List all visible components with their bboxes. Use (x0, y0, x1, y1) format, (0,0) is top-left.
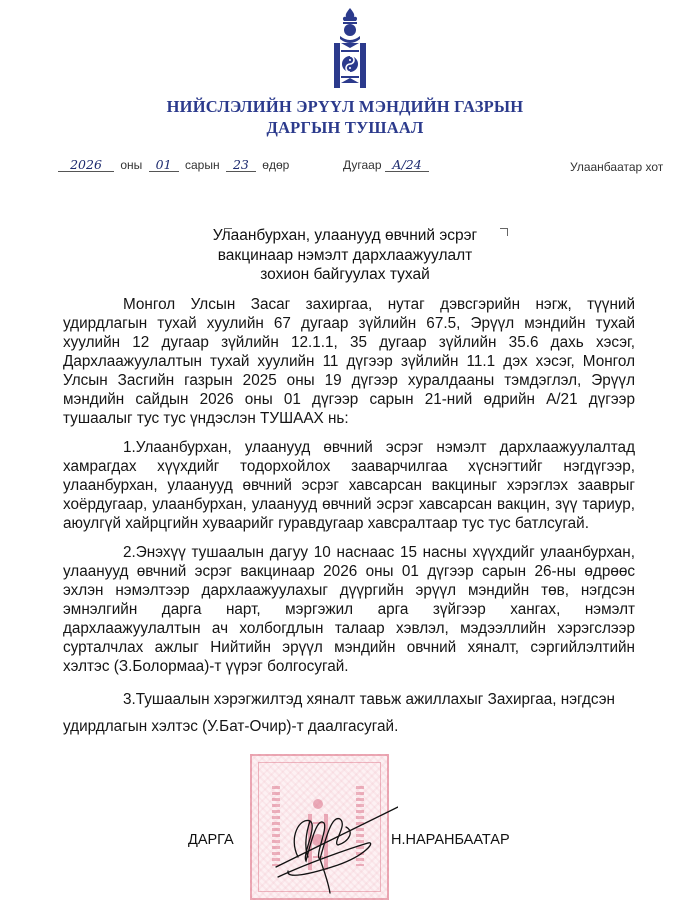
preamble-paragraph: Монгол Улсын Засаг захиргаа, нутаг дэвсгэрийн нэгж, түүний удирдлагын тухай хуулийн 67 дугаар зүйлийн 67.5, Эрүүл мэндийн тухай хуулийн 12 дугаар зүйлийн 12.1.1, 35 дугаар зүйлийн 35.6 дахь хэсэг, Дархлаажуулалтын тухай хуулийн 11 дүгээр зүйлийн 11.1 дэх хэсэг, Монгол Улсын Засгийн газрын 2025 оны 19 дүгээр хуралдааны тэмдэглэл, Эрүүл мэндийн сайдын 2026 оны 01 дүгээр сарын 21-ний өдрийн А/21 дүгээр тушаалыг тус тус үндэслэн ТУШААХ нь: (63, 296, 635, 427)
document-number (343, 158, 429, 172)
subject-line1: Улаанбурхан, улаанууд өвчний эсрэг (212, 227, 478, 244)
org-title-line2: ДАРГЫН ТУШААЛ (266, 118, 424, 137)
document-meta-row (0, 158, 690, 180)
org-title-line1: НИЙСЛЭЛИЙН ЭРҮҮЛ МЭНДИЙН ГАЗРЫН (166, 97, 524, 116)
document-subject (0, 226, 690, 285)
document-date (58, 158, 292, 172)
order-item-2: 2.Энэхүү тушаалын дагуу 10 наснаас 15 насны хүүхдийг улаанбурхан, улаанууд өвчний эсрэг вакцинаар 2026 оны 01 дүгээр сарын 26-ны өдрөөс эхлэн нэмэлтээр дархлаажуулахыг дүүргийн эрүүл мэндийн төв, нэгдсэн эмнэлгийн дарга нарт, мэргэжил арга зүйгээр хангах, нэмэлт дархлаажуулалтын ач холбогдлын талаар хэвлэл, мэдээллийн хэрэгслээр сурталчлах ажлыг Нийтийн эрүүл мэндийн овчний хяналт, сэргийлэлтийн хэлтэс (З.Болормаа)-т үүрэг болгосугай. (63, 544, 635, 675)
date-month-suffix: сарын (184, 158, 220, 172)
number-value: А/24 (385, 158, 429, 172)
order-item-1: 1.Улаанбурхан, улаанууд өвчний эсрэг нэмэлт дархлаажуулалтад хамрагдах хүүхдийг тодорхойлох зааварчилгаа хүснэгтийг нэгдүгээр, улаанбурхан, улаанууд өвчний эсрэг хавсарсан вакциныг хэрэглэх зааврыг хоёрдугаар, улаанбурхан, улаанууд өвчний эсрэг хавсарсан вакцин, зүү тариур, аюулгүй хайрцгийн хуваарийг гуравдугаар хавсралтаар тус тус батлсугай. (63, 439, 635, 532)
date-day-suffix: өдөр (262, 158, 290, 172)
document-body (63, 295, 635, 904)
organization-title (0, 96, 690, 138)
order-item-3: 3.Тушаалын хэрэгжилтэд хяналт тавьж ажиллахыг Захиргаа, нэгдсэн удирдлагын хэлтэс (У.Бат-Очир)-т даалгасугай. (63, 691, 615, 735)
date-year: 2026 (58, 158, 114, 172)
date-year-suffix: оны (120, 158, 143, 172)
date-month: 01 (149, 158, 179, 172)
signature-block (63, 754, 635, 904)
signatory-name: Н.НАРАНБААТАР (391, 832, 510, 848)
subject-line3: зохион байгуулах тухай (260, 266, 430, 283)
state-emblem-icon (330, 8, 370, 90)
handwritten-signature (258, 797, 398, 897)
date-day: 23 (226, 158, 256, 172)
number-label: Дугаар (343, 158, 382, 172)
signatory-title: ДАРГА (188, 832, 234, 848)
document-city: Улаанбаатар хот (570, 160, 664, 174)
subject-line2: вакцинаар нэмэлт дархлаажуулалт (217, 246, 473, 264)
